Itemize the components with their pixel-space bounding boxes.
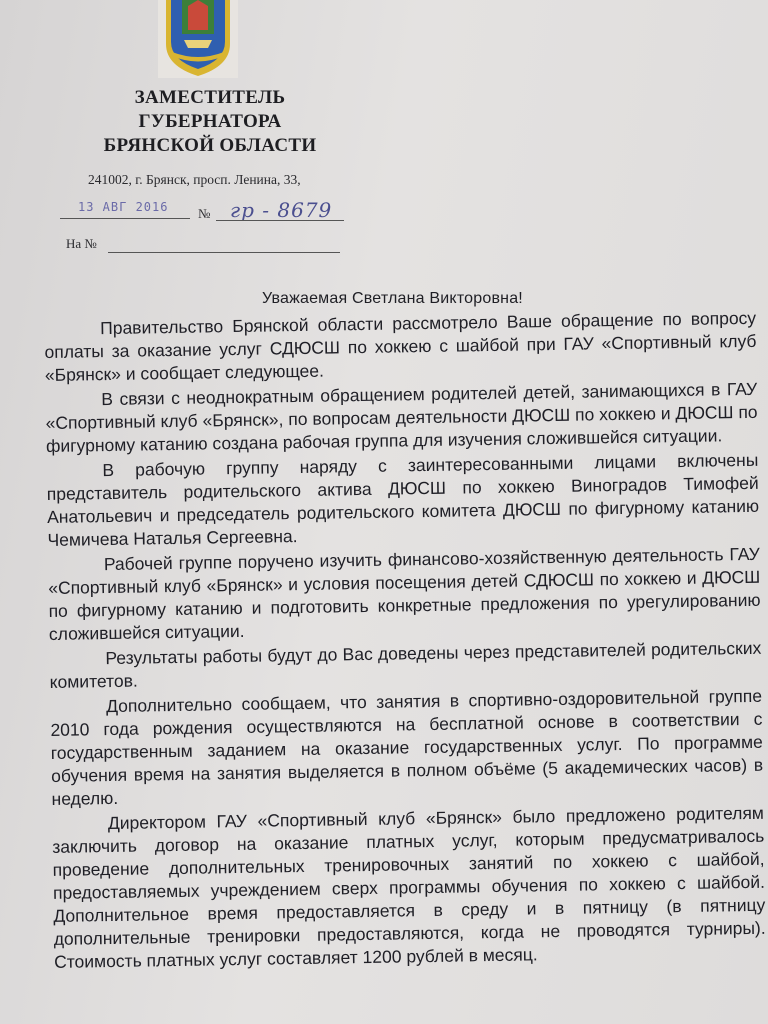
bryansk-coat-of-arms-icon [158,0,238,78]
date-stamp: 13 АВГ 2016 [78,200,169,214]
sender-title-line-1: ЗАМЕСТИТЕЛЬ [134,87,286,108]
sender-title-line-2: ГУБЕРНАТОРА [138,111,282,132]
paragraph-6: Дополнительно сообщаем, что занятия в спортивно-оздоровительной группе 2010 года рождения осуществляются на бесплатной основе в соответствии с государственным заданием на оказание государственных услуг. По программе обучения время на занятия выделяется в полном объёме (5 академических часов) в неделю. [50,685,764,809]
sender-title [96,86,324,158]
paragraph-4: Рабочей группе поручено изучить финансово-хозяйственную деятельность ГАУ «Спортивный клуб «Брянск» и условия посещения детей СДЮСШ по хоккею и ДЮСШ по фигурному катанию и подготовить конкретные предложения по урегулированию сложившейся ситуации. [48,543,761,644]
reply-to-underline [108,252,340,253]
paragraph-5: Результаты работы будут до Вас доведены через представителей родительских комитетов. [49,637,762,692]
letter-body [44,307,766,976]
paragraph-7: Директором ГАУ «Спортивный клуб «Брянск» было предложено родителям заключить договор на оказание платных услуг, которым предусматривалось проведение дополнительных тренировочных занятий по хоккею с шайбой, предоставляемых учреждением сверх программы обучения по хоккею с шайбой. Дополнительное время предоставляется в среду и в пятницу (в пятницу дополнительные тренировки предоставляются, когда не проводятся турниры). Стоимость платных услуг составляет 1200 рублей в месяц. [52,802,766,972]
paragraph-1: Правительство Брянской области рассмотрело Ваше обращение по вопросу оплаты за оказание услуг СДЮСШ по хоккею с шайбой при ГАУ «Спортивный клуб «Брянск» и сообщает следующее. [44,307,757,385]
number-underline [216,220,344,221]
salutation: Уважаемая Светлана Викторовна! [262,290,523,307]
reply-to-label: На № [66,236,97,251]
outgoing-number-handwritten: гр - 8679 [230,198,333,222]
number-sign: № [198,206,211,221]
paragraph-2: В связи с неоднократным обращением родителей детей, занимающихся в ГАУ «Спортивный клуб «Брянск», по вопросам деятельности ДЮСШ по хоккею и ДЮСШ по фигурному катанию создана рабочая группа для изучения сложившейся ситуации. [45,378,758,456]
paragraph-3: В рабочую группу наряду с заинтересованными лицами включены представитель родительского актива ДЮСШ по хоккею Виноградов Тимофей Анатольевич и председатель родительского комитета ДЮСШ по фигурному катанию Чемичева Наталья Сергеевна. [46,449,760,550]
sender-title-line-3: БРЯНСКОЙ ОБЛАСТИ [103,135,317,156]
date-underline [60,218,190,219]
sender-address: 241002, г. Брянск, просп. Ленина, 33, [88,172,301,187]
